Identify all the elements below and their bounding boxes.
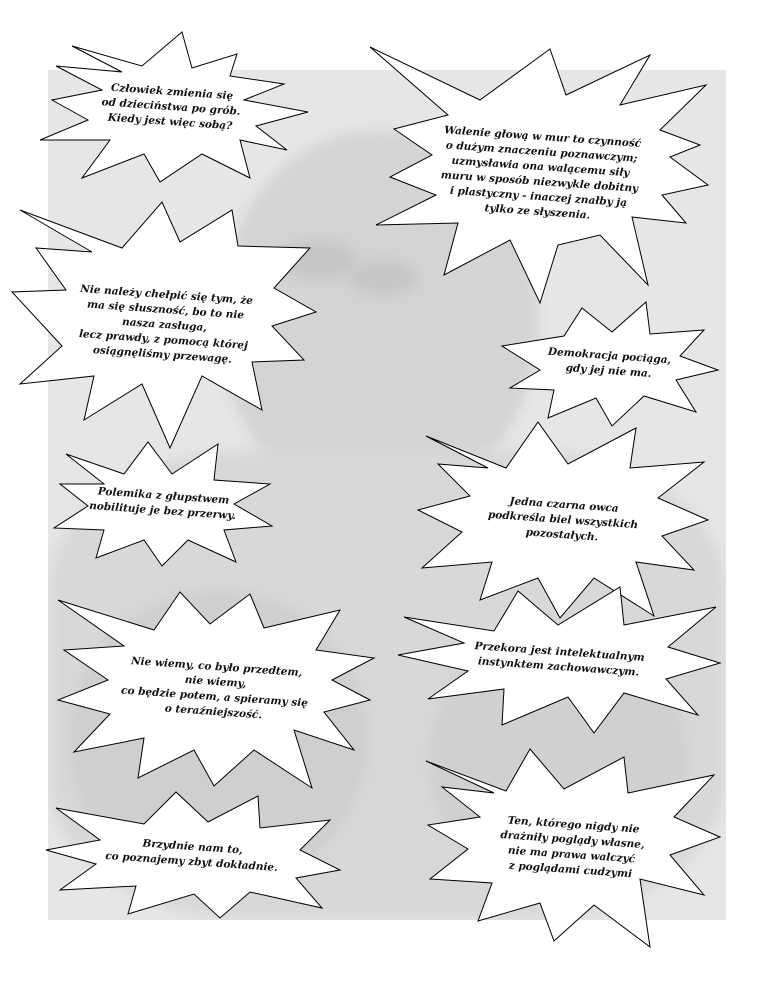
quote-burst-1 [32, 28, 310, 186]
quote-burst-8 [398, 585, 720, 735]
quote-burst-10 [424, 745, 720, 950]
quote-text-1: Człowiek zmienia się od dzieciństwa po grób. Kiedy jest więc sobą? [101, 81, 241, 132]
quote-text-3: Nie należy chełpić się tym, że ma się słuszność, bo to nie nasza zasługa, lecz prawdy, z pomocą której osiągnęliśmy przewagę. [78, 282, 254, 366]
quote-text-5: Polemika z głupstwem nobilituje je bez przerwy. [88, 485, 237, 523]
quote-burst-3 [12, 200, 317, 450]
quote-text-7: Nie wiemy, co było przedtem, nie wiemy, co będzie potem, a spieramy się o teraźniejszość. [120, 655, 309, 722]
quote-burst-9 [44, 790, 340, 920]
quote-text-6: Jedna czarna owca podkreśla biel wszystkich pozostałych. [487, 494, 639, 543]
quote-text-8: Przekora jest intelektualnym instynktem zachowawczym. [474, 640, 646, 679]
quote-text-9: Brzydnie nam to, co poznajemy zbyt dokładnie. [104, 837, 279, 874]
quote-text-10: Ten, którego nigdy nie drażniły poglądy własne, nie ma prawa walczyć z poglądami cudzymi [500, 813, 646, 880]
quote-burst-4 [500, 300, 718, 428]
quote-text-4: Demokracja pociąga, gdy jej nie ma. [547, 345, 672, 380]
quote-burst-2 [370, 45, 710, 305]
quote-burst-5 [52, 440, 274, 568]
quote-burst-7 [54, 590, 376, 790]
quote-text-2: Walenie głową w mur to czynność o dużym znaczeniu poznawczym; uzmysławia ona walącemu siły muru w sposób niezwykle dobitny i plastyczny - inaczej znałby ją tylko ze słyszenia. [440, 124, 642, 222]
